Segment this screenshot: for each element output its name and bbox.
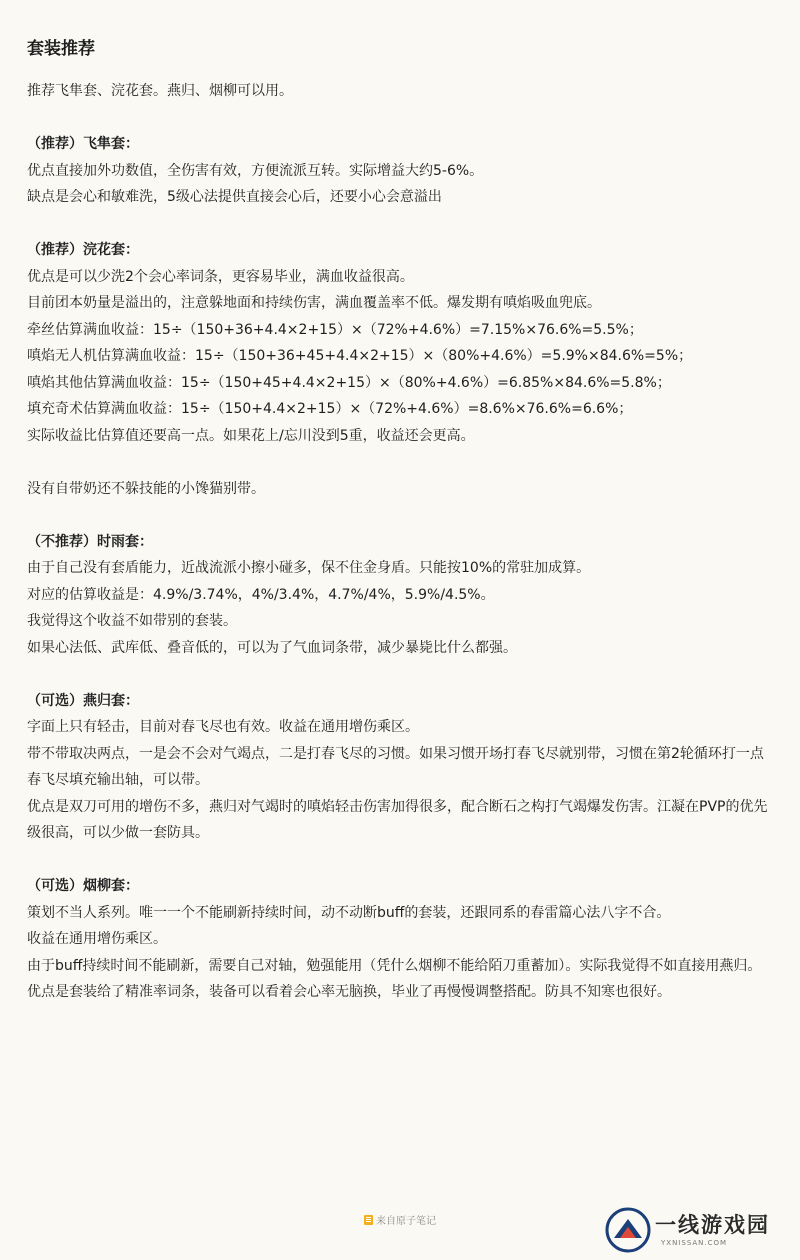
section-heading: （推荐）浣花套： [27,242,139,258]
note-app-icon [364,1215,373,1225]
section-line: 目前团本奶量是溢出的，注意躲地面和持续伤害，满血覆盖率不低。爆发期有嗔焰吸血兜底。 [27,295,601,311]
section-line: 嗔焰其他估算满血收益：15÷（150+45+4.4×2+15）×（80%+4.6%）=6.85%×84.6%=5.8%； [27,374,671,391]
watermark-brand: 一线游戏园 [655,1213,770,1237]
source-label: 来自原子笔记 [376,1216,436,1227]
site-logo-icon [605,1207,651,1253]
section-line: 优点是套装给了精准率词条，装备可以看着会心率无脑换，毕业了再慢慢调整搭配。防具不知寒也很好。 [27,984,671,1000]
section-heading: （可选）燕归套： [27,692,139,709]
section-note [27,476,775,503]
section-yanliu [27,873,775,1006]
section-line: 我觉得这个收益不如带别的套装。 [27,613,237,629]
section-feisun [27,131,775,211]
section-line: 实际收益比估算值还要高一点。如果花上/忘川没到5重，收益还会更高。 [27,427,475,444]
section-line: 没有自带奶还不躲技能的小馋猫别带。 [27,480,265,497]
section-line: 优点是可以少洗2个会心率词条，更容易毕业，满血收益很高。 [27,268,414,285]
section-shiyu [27,529,775,662]
watermark-url: YXNISSAN.COM [661,1239,728,1247]
section-line: 对应的估算收益是：4.9%/3.74%，4%/3.4%，4.7%/4%，5.9%/4.5%。 [27,586,495,603]
section-line: 缺点是会心和敏难洗，5级心法提供直接会心后，还要小心会意溢出 [27,189,442,205]
site-watermark [605,1205,790,1255]
section-line: 带不带取决两点，一是会不会对气竭点，二是打春飞尽的习惯。如果习惯开场打春飞尽就别带，习惯在第2轮循环打一点春飞尽填充输出轴，可以带。 [27,745,764,788]
section-line: 策划不当人系列。唯一一个不能刷新持续时间，动不动断buff的套装，还跟同系的春雷篇心法八字不合。 [27,904,671,921]
section-heading: （不推荐）时雨套： [27,533,153,550]
section-line: 牵丝估算满血收益：15÷（150+36+4.4×2+15）×（72%+4.6%）=7.15%×76.6%=5.5%； [27,321,643,338]
page-title: 套装推荐 [27,39,95,59]
intro-text: 推荐飞隼套、浣花套。燕归、烟柳可以用。 [27,83,293,99]
section-line: 由于buff持续时间不能刷新，需要自己对轴，勉强能用（凭什么烟柳不能给陌刀重蓄加）。实际我觉得不如直接用燕归。 [27,957,762,974]
section-line: 收益在通用增伤乘区。 [27,931,167,947]
section-line: 优点是双刀可用的增伤不多，燕归对气竭时的嗔焰轻击伤害加得很多，配合断石之构打气竭爆发伤害。江凝在PVP的优先级很高，可以少做一套防具。 [27,798,768,841]
section-heading: （可选）烟柳套： [27,878,139,894]
note-page [27,38,775,1006]
section-line: 字面上只有轻击，目前对春飞尽也有效。收益在通用增伤乘区。 [27,719,419,735]
section-heading: （推荐）飞隼套： [27,136,139,152]
section-line: 由于自己没有套盾能力，近战流派小擦小碰多，保不住金身盾。只能按10%的常驻加成算。 [27,560,591,576]
section-line: 如果心法低、武库低、叠音低的，可以为了气血词条带，减少暴毙比什么都强。 [27,639,517,656]
section-huanhua [27,237,775,449]
section-line: 优点直接加外功数值，全伤害有效，方便流派互转。实际增益大约5-6%。 [27,162,484,179]
section-yangui [27,688,775,847]
section-line: 嗔焰无人机估算满血收益：15÷（150+36+45+4.4×2+15）×（80%+4.6%）=5.9%×84.6%=5%； [27,348,693,364]
section-line: 填充奇术估算满血收益：15÷（150+4.4×2+15）×（72%+4.6%）=8.6%×76.6%=6.6%； [27,401,633,417]
